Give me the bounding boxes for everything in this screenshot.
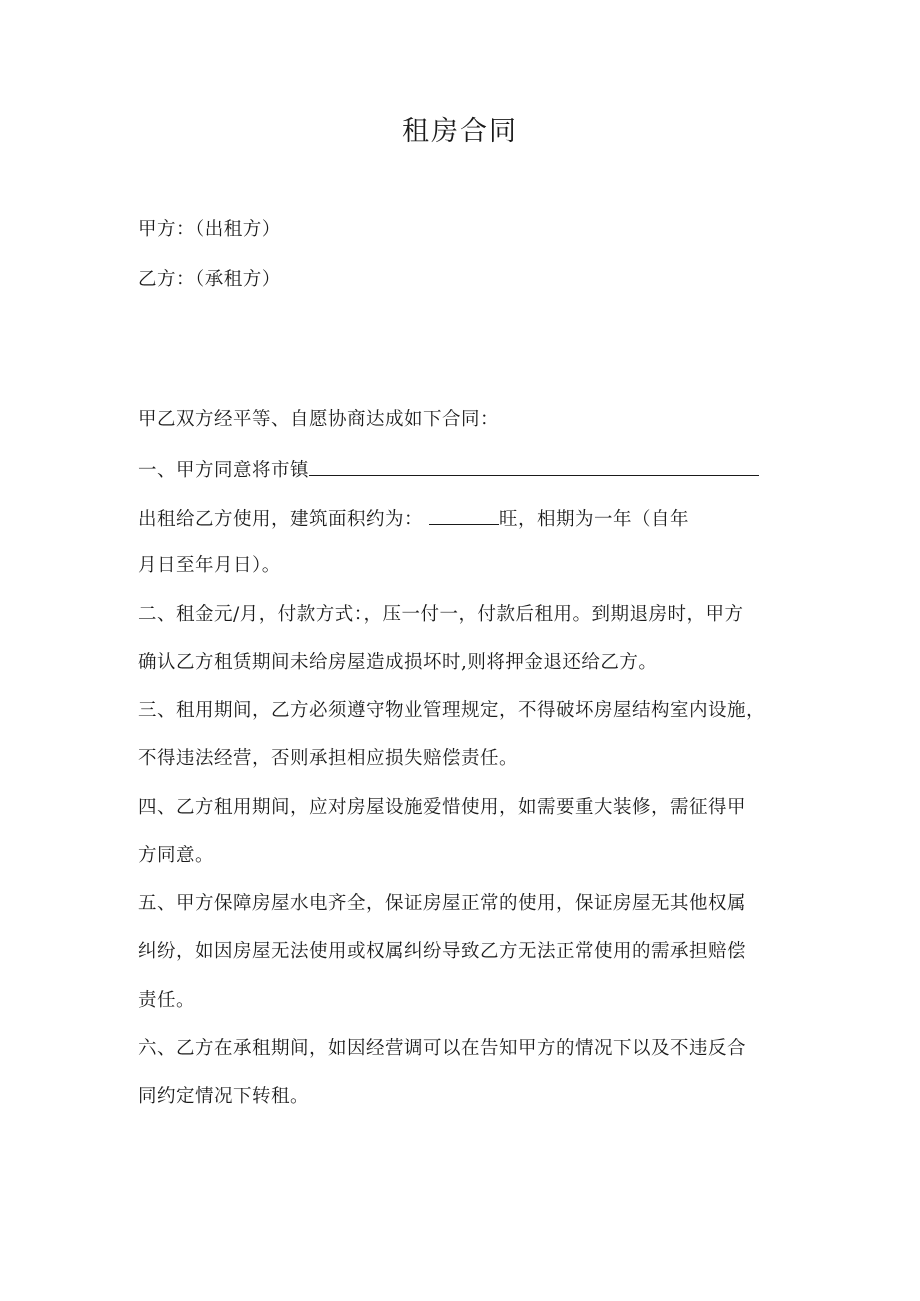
clause-4-line-1: 四、乙方租用期间，应对房屋设施爱惜使用，如需要重大装修，需征得甲 [138, 797, 747, 818]
intro-line: 甲乙双方经平等、自愿协商达成如下合同： [138, 409, 500, 430]
clause-1-line-1 [138, 455, 759, 485]
clause-1-prefix: 一、甲方同意将市镇 [138, 460, 310, 481]
clause-5-line-2: 纠纷，如因房屋无法使用或权属纠纷导致乙方无法正常使用的需承担赔偿 [138, 941, 747, 962]
clause-1-line-3: 月日至年月日）。 [138, 555, 281, 576]
clause-5-line-1: 五、甲方保障房屋水电齐全，保证房屋正常的使用，保证房屋无其他权属 [138, 893, 747, 914]
area-label: 出租给乙方使用，建筑面积约为： [138, 509, 424, 530]
clause-3-line-2: 不得违法经营，否则承担相应损失赔偿责任。 [138, 748, 519, 769]
term-text: 旺，相期为一年（自年 [499, 509, 690, 530]
clause-6-line-1: 六、乙方在承租期间，如因经营调可以在告知甲方的情况下以及不违反合 [138, 1038, 747, 1059]
clause-2-line-1: 二、租金元/月，付款方式：，压一付一，付款后租用。到期退房时，甲方 [138, 604, 744, 625]
clause-2-line-2: 确认乙方租赁期间未给房屋造成损坏时,则将押金退还给乙方。 [138, 652, 658, 673]
document-title: 租房合同 [402, 116, 518, 147]
party-b-line: 乙方：（承租方） [138, 269, 281, 290]
clause-1-line-2 [138, 504, 689, 534]
clause-6-line-2: 同约定情况下转租。 [138, 1086, 310, 1107]
clause-4-line-2: 方同意。 [138, 845, 215, 866]
clause-3-line-1: 三、租用期间，乙方必须遵守物业管理规定，不得破坏房屋结构室内设施， [138, 700, 766, 721]
clause-5-line-3: 责任。 [138, 990, 196, 1011]
area-blank [429, 504, 499, 525]
party-a-line: 甲方：（出租方） [138, 219, 281, 240]
address-blank [309, 455, 759, 476]
